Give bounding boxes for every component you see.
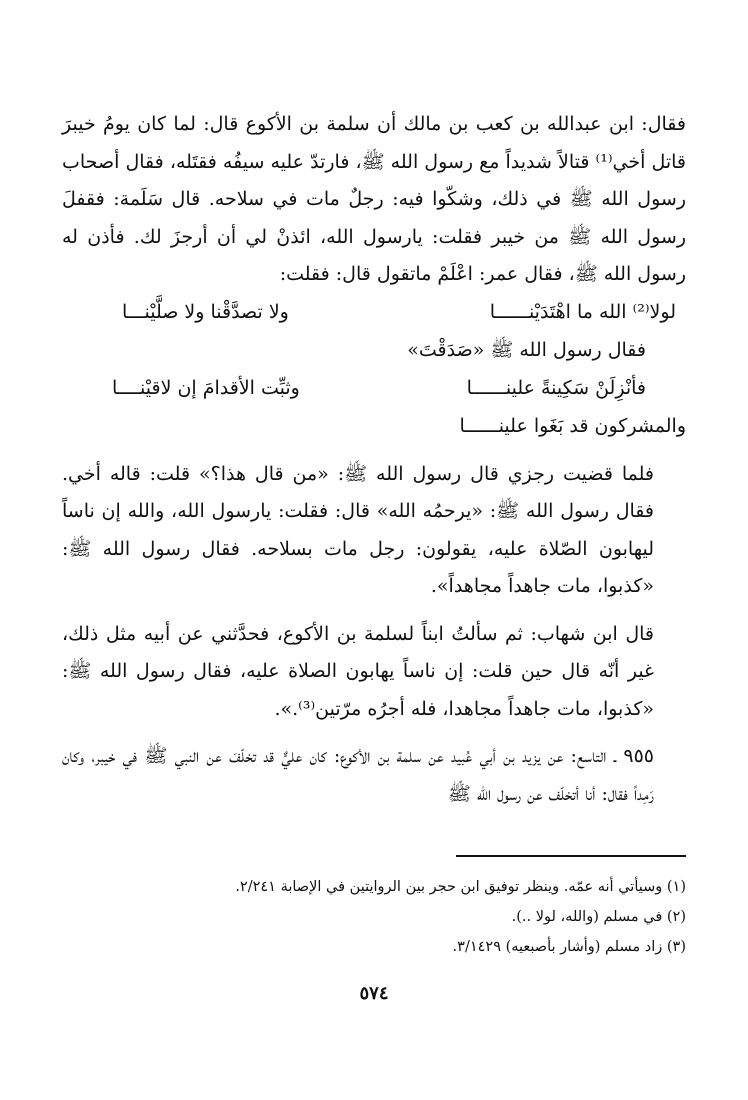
response-line	[62, 332, 686, 370]
paragraph-4: ٩٥٥ ـ التاسع: عن يزيد بن أبي عُبيد عن سلمة بن الأكوع: كان عليٌّ قد تخلّفَ عن النبي ﷺ في خيبر، وكان رَمِداً فقال: أنا أتخلّف عن رسول الله ﷺ	[62, 745, 654, 805]
verse-line-3	[62, 408, 686, 446]
prophet-response: فقال رسول الله ﷺ «صَدَقْتَ»	[407, 338, 646, 361]
verse-line-1	[62, 294, 686, 332]
footnote-2: (٢) في مسلم (والله، لولا ..).	[511, 909, 686, 925]
paragraph-3: قال ابن شهاب: ثم سألتُ ابناً لسلمة بن الأكوع، فحدَّثني عن أبيه مثل ذلك، غير أنّه قال حين قلت: إن ناساً يهابون الصلاة عليه، فقال رسول الله ﷺ: «كذبوا، مات جاهداً مجاهدا، فله أجرُه مرّتين⁽³⁾.».	[62, 622, 654, 720]
verse-3: والمشركون قد بَغَوا علينــــــا	[459, 414, 686, 437]
verse-line-2	[62, 370, 686, 408]
page-number: ٥٧٤	[359, 983, 389, 1004]
footnotes	[62, 872, 686, 962]
verse-2-second-hemistich: وثبِّت الأقدامَ إن لاقيْنــــا	[112, 376, 300, 399]
verse-1-first-hemistich: لولا⁽²⁾ الله ما اهْتَدَيْنــــــا	[489, 300, 676, 323]
footnote-1: (١) وسيأتي أنه عمّه. وينظر توفيق ابن حجر بين الروايتين في الإصابة ٢/٢٤١.	[235, 879, 686, 895]
paragraph-2: فلما قضيت رجزي قال رسول الله ﷺ: «من قال هذا؟» قلت: قاله أخي. فقال رسول الله ﷺ: «يرحمُه الله» قال: فقلت: يارسول الله، والله إن ناساً ليهابون الصّلاة عليه، يقولون: رجل مات بسلاحه. فقال رسول الله ﷺ: «كذبوا، مات جاهداً مجاهداً».	[62, 462, 654, 597]
main-text	[62, 106, 686, 813]
footnote-divider	[456, 855, 686, 857]
verse-1-second-hemistich: ولا تصدَّقْنا ولا صلَّيْنـــا	[122, 300, 289, 323]
paragraph-1: فقال: ابن عبدالله بن كعب بن مالك أن سلمة بن الأكوع قال: لما كان يومُ خيبرَ قاتل أخي⁽¹⁾ قتالاً شديداً مع رسول الله ﷺ، فارتدّ عليه سيفُه فقتَله، فقال أصحاب رسول الله ﷺ في ذلك، وشكّوا فيه: رجلٌ مات في سلاحه. قال سَلَمة: فقفلَ رسول الله ﷺ من خيبر فقلت: يارسول الله، ائذنْ لي أن أرجزَ لك. فأذن له رسول الله ﷺ، فقال عمر: اعْلَمْ ماتقول قال: فقلت:	[62, 113, 686, 285]
footnote-3: (٣) زاد مسلم (وأشار بأصبعيه) ٣/١٤٢٩.	[452, 939, 686, 955]
verse-2-first-hemistich: فأنْزِلَنْ سَكِينةً علينــــــا	[466, 376, 646, 399]
